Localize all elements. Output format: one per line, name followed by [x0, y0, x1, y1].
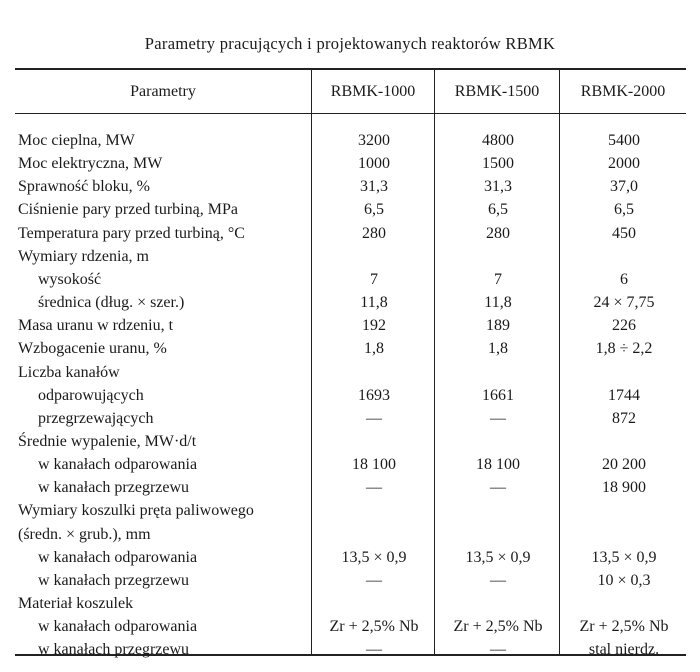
row-value-rbmk-1000: —: [366, 409, 382, 427]
header-rbmk-2000: RBMK-2000: [580, 83, 666, 100]
row-label: w kanałach przegrzewu: [38, 479, 190, 497]
row-value-rbmk-1000: 11,8: [360, 294, 388, 312]
row-value-rbmk-1000: —: [366, 641, 382, 659]
row-value-rbmk-2000: 10 × 0,3: [597, 571, 651, 589]
row-value-rbmk-1500: 6,5: [488, 201, 508, 219]
table-row: [0, 361, 700, 384]
header-parametry: Parametry: [130, 83, 196, 100]
row-label: Materiał koszulek: [18, 595, 134, 612]
row-value-rbmk-1000: 280: [362, 224, 386, 242]
table-row: [0, 198, 700, 221]
row-value-rbmk-1000: Zr + 2,5% Nb: [329, 618, 419, 636]
row-value-rbmk-1500: —: [490, 571, 506, 589]
table-row: [0, 546, 700, 569]
row-value-rbmk-1500: —: [490, 479, 506, 497]
row-value-rbmk-2000: 6,5: [614, 201, 634, 219]
row-value-rbmk-1500: 18 100: [476, 456, 520, 474]
header-rbmk-1500: RBMK-1500: [454, 83, 540, 100]
row-value-rbmk-1500: —: [490, 409, 506, 427]
row-label: Ciśnienie pary przed turbiną, MPa: [18, 201, 238, 219]
row-label: Liczba kanałów: [18, 363, 120, 381]
row-label: (średn. × grub.), mm: [18, 525, 151, 543]
row-value-rbmk-1000: 1693: [358, 386, 390, 404]
table-row: [0, 430, 700, 453]
row-label: w kanałach odparowania: [38, 548, 198, 566]
table-row: [0, 476, 700, 499]
row-value-rbmk-2000: 24 × 7,75: [593, 294, 655, 312]
row-value-rbmk-2000: 13,5 × 0,9: [591, 548, 657, 566]
row-value-rbmk-1500: 4800: [482, 132, 514, 149]
row-value-rbmk-1500: 31,3: [484, 178, 512, 196]
row-value-rbmk-2000: 226: [612, 317, 636, 335]
row-label: Temperatura pary przed turbiną, °C: [18, 224, 245, 242]
row-label: Wymiary rdzenia, m: [18, 247, 149, 265]
row-value-rbmk-1000: —: [366, 479, 382, 497]
row-value-rbmk-1500: —: [490, 641, 506, 659]
row-value-rbmk-1500: 280: [486, 224, 510, 242]
row-label: Moc cieplna, MW: [18, 132, 135, 149]
table-row: [0, 152, 700, 175]
table-row: [0, 245, 700, 268]
row-value-rbmk-1500: 1500: [482, 155, 514, 173]
row-label: Sprawność bloku, %: [18, 178, 150, 196]
row-value-rbmk-2000: 450: [612, 224, 636, 242]
row-label: Średnie wypalenie, MW·d/t: [18, 432, 197, 450]
row-value-rbmk-2000: 37,0: [610, 178, 638, 196]
row-value-rbmk-2000: 2000: [608, 155, 640, 173]
row-label: wysokość: [38, 270, 102, 288]
row-label: Masa uranu w rdzeniu, t: [18, 317, 174, 335]
row-value-rbmk-1000: 7: [370, 270, 378, 288]
table-row: [0, 453, 700, 476]
table-row: [0, 129, 700, 152]
table-row: [0, 222, 700, 245]
row-value-rbmk-1500: 1661: [482, 386, 514, 404]
row-label: Moc elektryczna, MW: [18, 155, 163, 173]
table-row: [0, 569, 700, 592]
row-value-rbmk-1000: 6,5: [364, 201, 384, 219]
table-row: [0, 314, 700, 337]
table-row: [0, 638, 700, 661]
row-value-rbmk-1000: 1000: [358, 155, 390, 173]
table-row: [0, 499, 700, 522]
table-row: [0, 291, 700, 314]
row-value-rbmk-1500: Zr + 2,5% Nb: [453, 618, 543, 636]
table-title: Parametry pracujących i projektowanych reaktorów RBMK: [144, 34, 556, 53]
table-row: [0, 384, 700, 407]
row-value-rbmk-1000: 13,5 × 0,9: [341, 548, 407, 566]
header-rbmk-1000: RBMK-1000: [330, 83, 416, 100]
row-label: w kanałach odparowania: [38, 456, 198, 474]
row-value-rbmk-2000: 5400: [608, 132, 640, 149]
row-value-rbmk-2000: 20 200: [602, 456, 646, 474]
table-row: [0, 407, 700, 430]
row-value-rbmk-2000: 1,8 ÷ 2,2: [595, 340, 653, 358]
row-label: odparowujących: [38, 386, 144, 404]
row-label: w kanałach przegrzewu: [38, 641, 190, 659]
row-label: w kanałach odparowania: [38, 618, 198, 636]
row-value-rbmk-2000: 18 900: [602, 479, 646, 497]
row-value-rbmk-1000: 1,8: [364, 340, 384, 358]
row-label: Wymiary koszulki pręta paliwowego: [18, 502, 254, 520]
row-label: średnica (dług. × szer.): [38, 294, 185, 312]
row-value-rbmk-1000: —: [366, 571, 382, 589]
table-row: [0, 592, 700, 615]
table-row: [0, 268, 700, 291]
row-value-rbmk-1500: 7: [494, 270, 502, 288]
row-label: Wzbogacenie uranu, %: [18, 340, 167, 358]
row-value-rbmk-1000: 18 100: [352, 456, 396, 474]
table-row: [0, 523, 700, 546]
row-value-rbmk-2000: 6: [620, 270, 628, 288]
table-row: [0, 337, 700, 360]
table-row: [0, 615, 700, 638]
row-value-rbmk-1500: 11,8: [484, 294, 512, 312]
row-value-rbmk-1000: 192: [362, 317, 386, 335]
row-value-rbmk-2000: stal nierdz.: [588, 641, 660, 659]
table-header-rule: [15, 113, 686, 114]
row-value-rbmk-1500: 13,5 × 0,9: [465, 548, 531, 566]
row-label: przegrzewających: [38, 409, 154, 427]
row-value-rbmk-1000: 31,3: [360, 178, 388, 196]
row-value-rbmk-1500: 189: [486, 317, 510, 335]
row-value-rbmk-2000: Zr + 2,5% Nb: [579, 618, 669, 636]
row-value-rbmk-1000: 3200: [358, 132, 390, 149]
row-value-rbmk-1500: 1,8: [488, 340, 508, 358]
row-value-rbmk-2000: 872: [612, 409, 636, 427]
row-label: w kanałach przegrzewu: [38, 571, 190, 589]
row-value-rbmk-2000: 1744: [608, 386, 640, 404]
table-row: [0, 175, 700, 198]
